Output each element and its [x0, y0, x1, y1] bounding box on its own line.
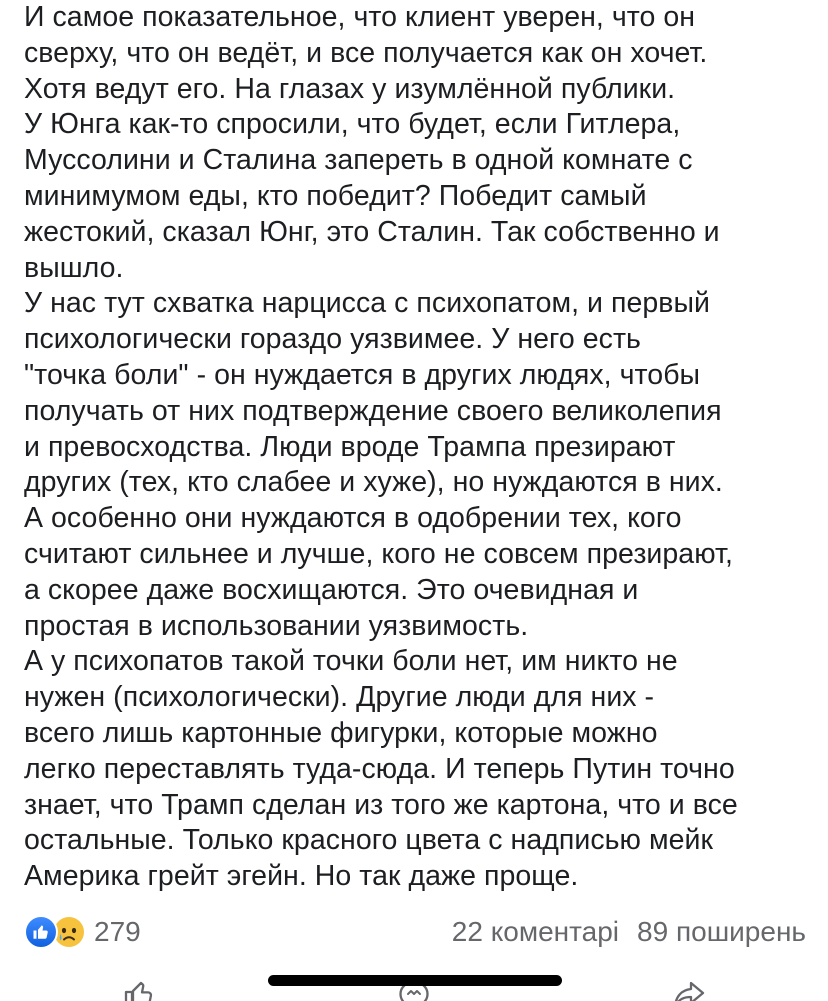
post-line: а скорее даже восхищаются. Это очевидная и	[24, 573, 639, 606]
comments-count-link[interactable]: 22 коментарі	[451, 916, 620, 947]
post-stats-bar	[24, 912, 806, 952]
post-line: других (тех, кто слабее и хуже), но нуждаются в них.	[24, 466, 723, 499]
reaction-count: 279	[94, 916, 141, 947]
post-line: жестокий, сказал Юнг, это Сталин. Так собственно и	[24, 215, 720, 248]
post-line: У нас тут схватка нарцисса с психопатом, и первый	[24, 287, 710, 320]
post-line: У Юнга как-то спросили, что будет, если Гитлера,	[24, 108, 681, 141]
home-indicator[interactable]	[268, 975, 562, 986]
reactions-summary[interactable]	[24, 912, 141, 952]
like-reaction-icon	[24, 915, 58, 949]
post-line: сверху, что он ведёт, и все получается как он хочет.	[24, 36, 708, 69]
post-text	[24, 0, 814, 895]
post-line: минимумом еды, кто победит? Победит самый	[24, 179, 647, 212]
post-line: считают сильнее и лучше, кого не совсем презирают,	[24, 537, 733, 570]
share-icon[interactable]	[672, 977, 706, 1001]
post-line: Америка грейт эгейн. Но так даже проще.	[24, 860, 579, 893]
like-icon[interactable]	[122, 977, 156, 1001]
post-line: вышло.	[24, 251, 124, 284]
post-line: получать от них подтверждение своего великолепия	[24, 394, 722, 427]
shares-count-link[interactable]: 89 поширень	[637, 916, 806, 947]
post-line: А у психопатов такой точки боли нет, им никто не	[24, 645, 678, 678]
post-line: Муссолини и Сталина запереть в одной комнате с	[24, 144, 693, 177]
post-line: нужен (психологически). Другие люди для них -	[24, 681, 655, 714]
post-line: легко переставлять туда-сюда. И теперь Путин точно	[24, 752, 735, 785]
post-line: всего лишь картонные фигурки, которые можно	[24, 716, 658, 749]
post-line: "точка боли" - он нуждается в других людях, чтобы	[24, 358, 701, 391]
post-line: знает, что Трамп сделан из того же картона, что и все	[24, 788, 738, 821]
post-line: Хотя ведут его. На глазах у изумлённой публики.	[24, 72, 676, 105]
post-line: И самое показательное, что клиент уверен, что он	[24, 1, 696, 33]
post-line: А особенно они нуждаются в одобрении тех, кого	[24, 502, 682, 535]
post-line: остальные. Только красного цвета с надписью мейк	[24, 824, 713, 857]
post-line: простая в использовании уязвимость.	[24, 609, 529, 642]
post-line: психологически гораздо уязвимее. У него есть	[24, 323, 641, 356]
post-line: и превосходства. Люди вроде Трампа презирают	[24, 430, 676, 463]
